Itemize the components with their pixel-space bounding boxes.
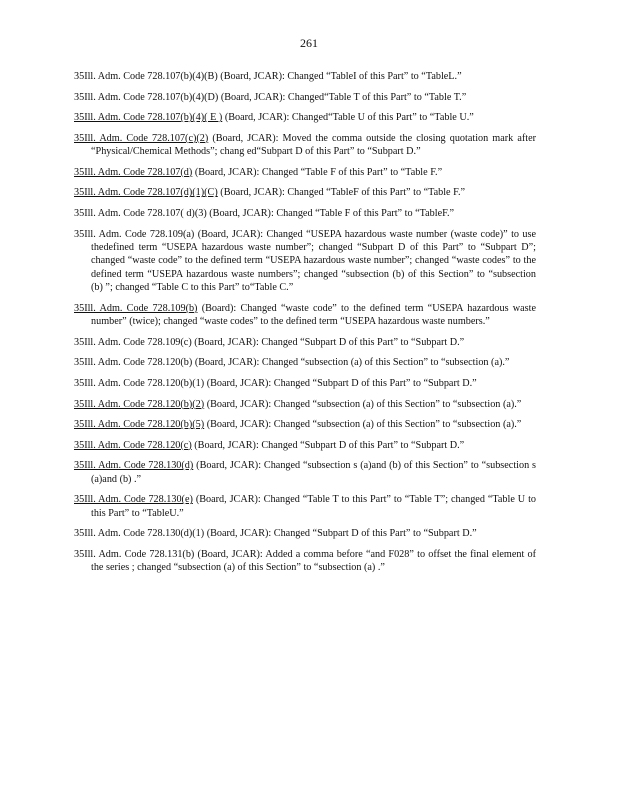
change-description: (Board, JCAR): Changed “TableF of this Part” to “Table F.” — [220, 187, 466, 199]
code-citation: 35Ill. Adm. Code 728.107(b)(4)( E ) — [74, 112, 223, 124]
change-description: (Board, JCAR): Changed “Subpart D of this Part” to “Subpart D.” — [206, 528, 477, 540]
code-citation: 35Ill. Adm. Code 728.107(c)(2) — [74, 132, 209, 144]
code-citation: 35Ill. Adm. Code 728.120(b) — [74, 357, 193, 369]
change-description: (Board): Changed “waste code” to the defined term “USEPA hazardous waste number” (twice); changed “waste codes” to the defined term “USEPA hazardous waste numbers.” — [91, 302, 537, 328]
code-citation: 35Ill. Adm. Code 728.120(b)(5) — [74, 419, 205, 431]
amendment-entry — [74, 377, 536, 390]
amendment-entry — [74, 111, 536, 124]
change-description: (Board, JCAR): Changed “USEPA hazardous waste number (waste code)” to use thedefined term “USEPA hazardous waste number”; changed “Subpart D of this Part” to “Subpart D”; changed “waste code” to the defined term “USEPA hazardous waste number”; changed “waste codes” to the defined term “USEPA hazardous waste numbers”; changed “subsection (b) of this Section” to “subsection (b) ”; changed “Table C to this Part” to“Table C.” — [91, 228, 537, 294]
code-citation: 35Ill. Adm. Code 728.107(d)(1)(C) — [74, 187, 218, 199]
change-description: (Board, JCAR): Changed “Table F of this Part” to “TableF.” — [209, 207, 455, 219]
code-citation: 35Ill. Adm. Code 728.107(b)(4)(D) — [74, 91, 219, 103]
change-description: (Board, JCAR): Changed “subsection (a) of this Section” to “subsection (a).” — [206, 398, 522, 410]
code-citation: 35Ill. Adm. Code 728.120(b)(2) — [74, 398, 205, 410]
amendment-entry — [74, 548, 536, 575]
page-number: 261 — [300, 36, 318, 50]
amendment-entry — [74, 418, 536, 431]
amendment-entry — [74, 527, 536, 540]
change-description: (Board, JCAR): Changed “subsection (a) of this Section” to “subsection (a).” — [206, 419, 522, 431]
amendment-list — [74, 70, 536, 582]
change-description: (Board, JCAR): Changed “TableI of this Part” to “TableL.” — [220, 71, 462, 82]
code-citation: 35Ill. Adm. Code 728.109(a) — [74, 228, 195, 240]
code-citation: 35Ill. Adm. Code 728.109(c) — [74, 336, 192, 348]
code-citation: 35Ill. Adm. Code 728.109(b) — [74, 302, 198, 314]
amendment-entry — [74, 91, 536, 104]
change-description: (Board, JCAR): Changed “Table F of this Part” to “Table F.” — [194, 166, 443, 178]
amendment-entry — [74, 132, 536, 159]
code-citation: 35Ill. Adm. Code 728.120(c) — [74, 439, 192, 451]
code-citation: 35Ill. Adm. Code 728.131(b) — [74, 548, 195, 560]
code-citation: 35Ill. Adm. Code 728.130(d)(1) — [74, 528, 205, 540]
change-description: (Board, JCAR): Moved the comma outside the closing quotation mark after “Physical/Chemical Methods”; chang ed“Subpart D of this Part” to “Subpart D.” — [91, 132, 537, 158]
change-description: (Board, JCAR): Changed“Table U of this Part” to “Table U.” — [224, 112, 474, 124]
code-citation: 35Ill. Adm. Code 728.107(b)(4)(B) — [74, 71, 218, 82]
change-description: (Board, JCAR): Changed “Subpart D of this Part” to “Subpart D.” — [194, 336, 465, 348]
amendment-entry — [74, 439, 536, 452]
code-citation: 35Ill. Adm. Code 728.130(e) — [74, 494, 193, 506]
amendment-entry — [74, 70, 536, 83]
change-description: (Board, JCAR): Changed“Table T of this Part” to “Table T.” — [220, 91, 467, 103]
code-citation: 35Ill. Adm. Code 728.130(d) — [74, 460, 194, 472]
amendment-entry — [74, 302, 536, 329]
code-citation: 35Ill. Adm. Code 728.107( d)(3) — [74, 207, 207, 219]
code-citation: 35Ill. Adm. Code 728.107(d) — [74, 166, 193, 178]
code-citation: 35Ill. Adm. Code 728.120(b)(1) — [74, 377, 205, 389]
change-description: (Board, JCAR): Changed “Table T to this Part” to “Table T”; changed “Table U to this Part” to “TableU.” — [91, 494, 537, 519]
amendment-entry — [74, 186, 536, 199]
amendment-entry — [74, 356, 536, 369]
change-description: (Board, JCAR): Changed “subsection (a) of this Section” to “subsection (a).” — [194, 357, 510, 369]
change-description: (Board, JCAR): Added a comma before “and F028” to offset the final element of the series ; changed “subsection (a) of this Section” to “subsection (a) .” — [91, 548, 537, 574]
amendment-entry — [74, 398, 536, 411]
amendment-entry — [74, 493, 536, 520]
amendment-entry — [74, 166, 536, 179]
amendment-entry — [74, 228, 536, 295]
change-description: (Board, JCAR): Changed “Subpart D of this Part” to “Subpart D.” — [194, 439, 465, 451]
amendment-entry — [74, 207, 536, 220]
change-description: (Board, JCAR): Changed “subsection s (a)and (b) of this Section” to “subsection s (a)and (b) .” — [91, 460, 537, 485]
amendment-entry — [74, 459, 536, 486]
amendment-entry — [74, 336, 536, 349]
change-description: (Board, JCAR): Changed “Subpart D of this Part” to “Subpart D.” — [206, 377, 477, 389]
